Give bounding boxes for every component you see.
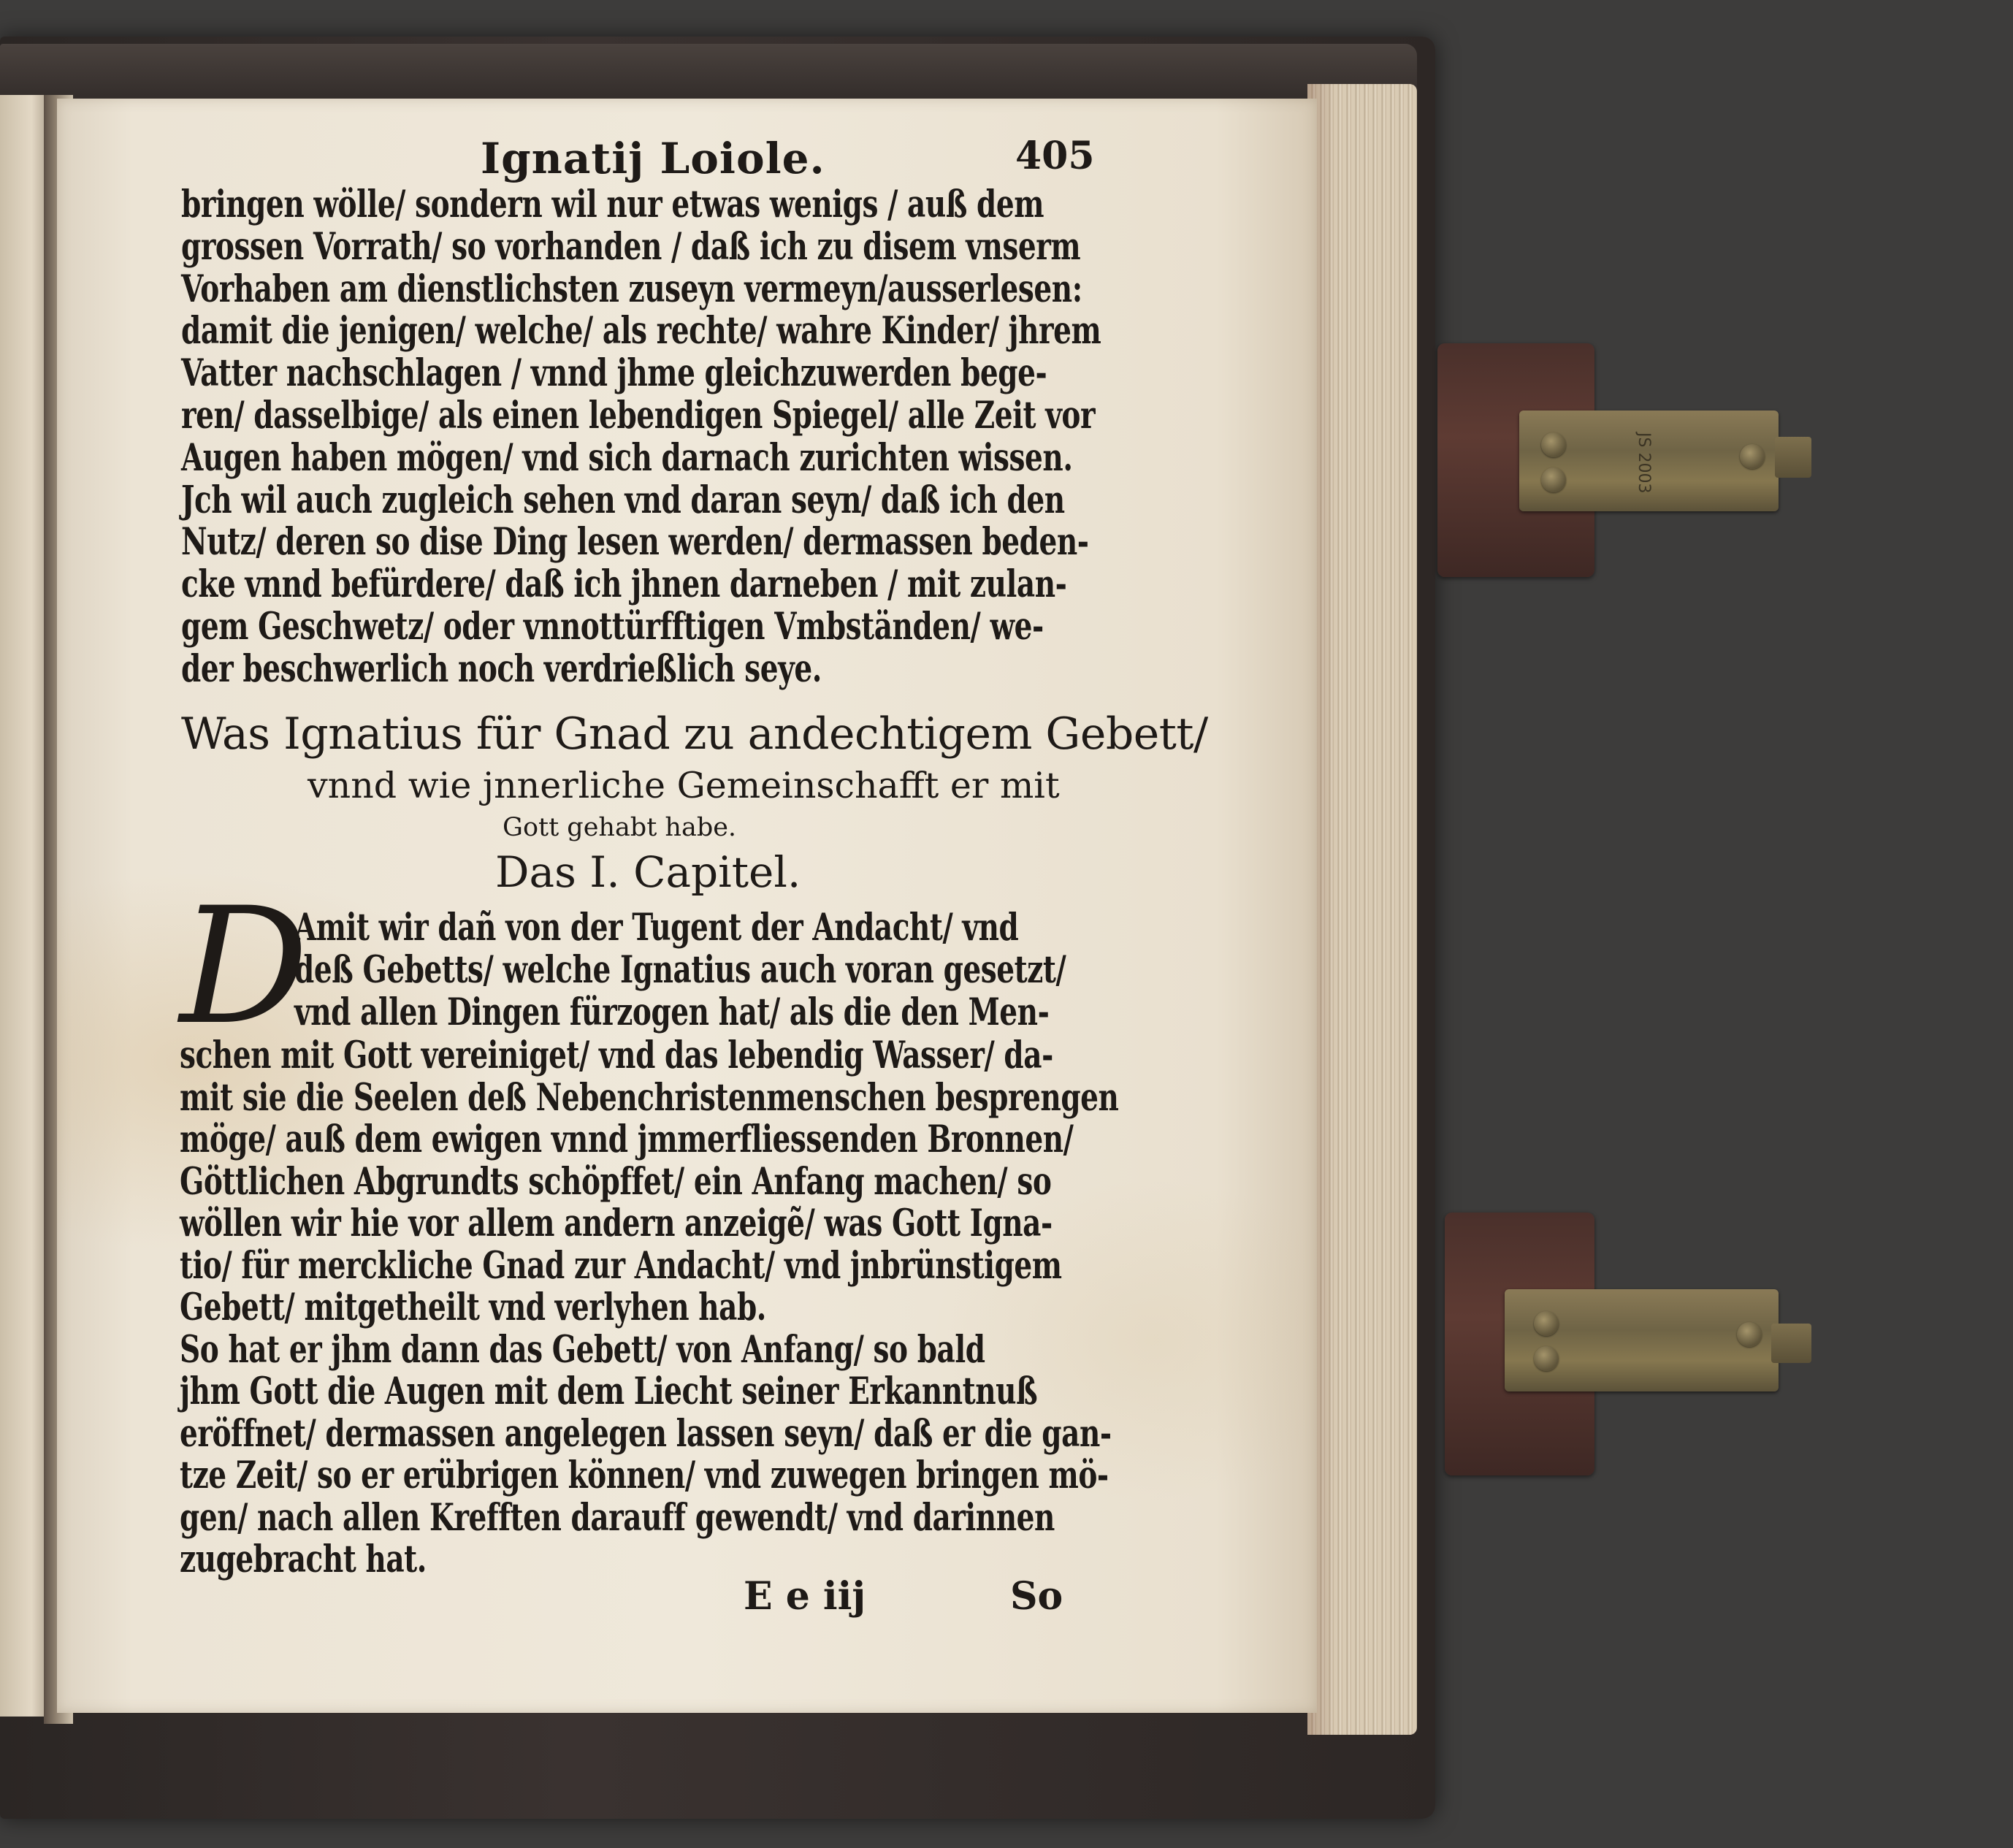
lower-clasp-plate: [1505, 1289, 1779, 1391]
lower-clasp-rivet: [1737, 1322, 1762, 1347]
text-line: ren/ dasselbige/ als einen lebendigen Spiegel/ alle Zeit vor: [181, 394, 1096, 438]
text-line: bringen wölle/ sondern wil nur etwas wenigs / auß dem: [181, 183, 1044, 226]
text-line: So hat er jhm dann das Gebett/ von Anfang/ so bald: [180, 1327, 985, 1372]
text-line: tio/ für merckliche Gnad zur Andacht/ vnd jnbrünstigem: [180, 1243, 1062, 1288]
section-heading-line-1: Was Ignatius für Gnad zu andechtigem Gebett/: [181, 709, 1208, 760]
text-block: [57, 99, 1317, 1713]
text-line: damit die jenigen/ welche/ als rechte/ wahre Kinder/ jhrem: [181, 309, 1101, 354]
text-line: Nutz/ deren so dise Ding lesen werden/ dermassen beden-: [181, 520, 1089, 565]
recto-page: [57, 99, 1317, 1713]
catchword: So: [1010, 1574, 1063, 1619]
text-line: grossen Vorrath/ so vorhanden / daß ich zu disem vnserm: [181, 224, 1081, 269]
text-line: zugebracht hat.: [180, 1538, 427, 1581]
text-line: Amit wir dañ von der Tugent der Andacht/ vnd: [294, 906, 1019, 950]
section-heading-line-3: Gott gehabt habe.: [503, 813, 737, 842]
text-line: jhm Gott die Augen mit dem Liecht seiner Erkanntnuß: [180, 1370, 1038, 1413]
text-line: Göttlichen Abgrundts schöpffet/ ein Anfang machen/ so: [180, 1159, 1052, 1204]
running-title: Ignatij Loiole.: [481, 134, 825, 183]
chapter-title: Das I. Capitel.: [495, 847, 801, 897]
text-line: möge/ auß dem ewigen vnnd jmmerfliessenden Bronnen/: [180, 1118, 1074, 1161]
text-line: Augen haben mögen/ vnd sich darnach zurichten wissen.: [181, 435, 1073, 480]
text-line: schen mit Gott vereiniget/ vnd das lebendig Wasser/ da-: [180, 1034, 1053, 1077]
text-line: der beschwerlich noch verdrießlich seye.: [181, 646, 822, 691]
text-line: Gebett/ mitgetheilt vnd verlyhen hab.: [180, 1286, 766, 1329]
text-line: gen/ nach allen Krefften darauff gewendt/ vnd darinnen: [180, 1495, 1055, 1540]
text-line: tze Zeit/ so er erübrigen können/ vnd zuwegen bringen mö-: [180, 1454, 1109, 1497]
text-line: wöllen wir hie vor allem andern anzeigẽ/ was Gott Igna-: [180, 1202, 1053, 1245]
text-line: gem Geschwetz/ oder vnnottürfftigen Vmbständen/ we-: [181, 605, 1044, 649]
text-line: Vorhaben am dienstlichsten zuseyn vermeyn/ausserlesen:: [181, 267, 1082, 311]
upper-clasp-hook: [1775, 437, 1811, 478]
section-heading-line-2: vnnd wie jnnerliche Gemeinschafft er mit: [308, 765, 1060, 806]
text-line: vnd allen Dingen fürzogen hat/ als die den Men-: [294, 990, 1050, 1034]
lower-clasp-rivet: [1534, 1346, 1559, 1371]
upper-clasp-rivet: [1541, 432, 1566, 457]
text-line: deß Gebetts/ welche Ignatius auch voran gesetzt/: [294, 948, 1066, 992]
page-number: 405: [1015, 134, 1095, 178]
text-line: Jch wil auch zugleich sehen vnd daran seyn/ daß ich den: [181, 478, 1065, 522]
clasp-stamp: JS 2003: [1635, 432, 1653, 494]
lower-clasp-hook: [1771, 1324, 1811, 1363]
upper-clasp-rivet: [1740, 444, 1765, 469]
signature-mark: E e iij: [744, 1574, 866, 1619]
text-line: eröffnet/ dermassen angelegen lassen seyn/ daß er die gan-: [180, 1411, 1112, 1456]
lower-clasp-rivet: [1534, 1311, 1559, 1336]
decorated-initial: D: [180, 873, 309, 1060]
text-line: Vatter nachschlagen / vnnd jhme gleichzuwerden bege-: [181, 351, 1047, 396]
text-line: mit sie die Seelen deß Nebenchristenmenschen besprengen: [180, 1075, 1119, 1120]
text-line: cke vnnd befürdere/ daß ich jhnen darneben / mit zulan-: [181, 562, 1067, 607]
upper-clasp-rivet: [1541, 467, 1566, 492]
